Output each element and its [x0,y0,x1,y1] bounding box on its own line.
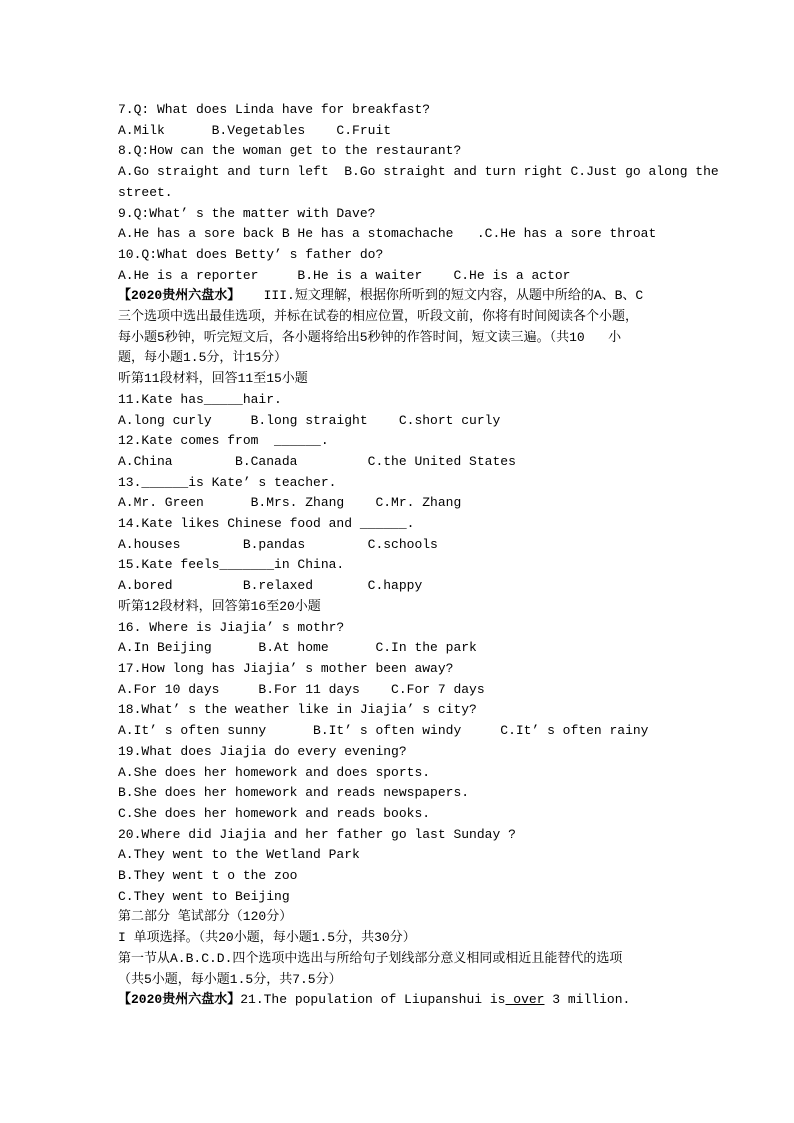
source-tag-bold: 【2020贵州六盘水】 [118,288,241,304]
text-line [118,907,732,928]
text-line [118,266,732,287]
text-line [118,887,732,908]
text-line [118,224,732,245]
text-line [118,245,732,266]
text-line [118,183,732,204]
text-line [118,204,732,225]
text-segment: 题，每小题1.5分，计15分） [118,350,288,366]
text-line [118,970,732,991]
text-line [118,638,732,659]
text-line [118,555,732,576]
text-segment: A.It’ s often sunny B.It’ s often windy C.It’ s often rainy [118,723,649,739]
text-segment: 每小题5秒钟，听完短文后，各小题将给出5秒钟的作答时间，短文读三遍。（共10 小 [118,329,622,345]
text-line [118,721,732,742]
text-line [118,949,732,970]
text-segment: 20.Where did Jiajia and her father go last Sunday ? [118,826,516,842]
text-segment: 10.Q:What does Betty’ s father do? [118,246,384,262]
text-segment: B.They went t o the zoo [118,868,298,884]
text-segment: 8.Q:How can the woman get to the restaurant? [118,143,462,159]
text-segment: 14.Kate likes Chinese food and ______. [118,516,415,532]
text-segment: III.短文理解，根据你所听到的短文内容，从题中所给的A、B、C [240,288,644,304]
text-segment: A.houses B.pandas C.schools [118,536,438,552]
text-segment: 13.______is Kate’ s teacher. [118,474,337,490]
text-line [118,742,732,763]
text-segment: A.bored B.relaxed C.happy [118,578,423,594]
text-line [118,369,732,390]
text-line [118,618,732,639]
source-tag-bold: 【2020贵州六盘水】 [118,992,241,1008]
text-line [118,390,732,411]
text-line [118,452,732,473]
text-segment: C.They went to Beijing [118,888,290,904]
text-line [118,866,732,887]
text-segment: 7.Q: What does Linda have for breakfast? [118,102,431,117]
text-line [118,535,732,556]
text-segment: A.In Beijing B.At home C.In the park [118,640,477,656]
text-line [118,121,732,142]
text-line [118,804,732,825]
text-line [118,493,732,514]
text-line [118,100,732,121]
text-line [118,576,732,597]
text-line [118,411,732,432]
text-segment: A.He is a reporter B.He is a waiter C.He is a actor [118,267,571,283]
text-segment: A.Milk B.Vegetables C.Fruit [118,122,392,138]
text-segment: 3 million. [544,992,631,1008]
text-line [118,431,732,452]
text-segment: 15.Kate feels_______in China. [118,557,345,573]
text-segment: （共5小题，每小题1.5分，共7.5分） [118,971,342,987]
underlined-text: over [505,992,545,1008]
text-segment: 21.The population of Liupanshui is [240,992,506,1008]
text-line [118,328,732,349]
text-segment: 19.What does Jiajia do every evening? [118,743,407,759]
text-segment: B.She does her homework and reads newspapers. [118,785,470,801]
text-segment: A.He has a sore back B He has a stomachache .C.He has a sore throat [118,226,657,242]
text-line [118,162,732,183]
text-segment: A.long curly B.long straight C.short curly [118,412,501,428]
text-segment: 三个选项中选出最佳选项，并标在试卷的相应位置，听段文前，你将有时间阅读各个小题， [118,309,639,325]
text-line [118,348,732,369]
text-line [118,659,732,680]
text-line [118,928,732,949]
text-segment: A.For 10 days B.For 11 days C.For 7 days [118,681,485,697]
document-content [118,100,732,1011]
text-segment: I 单项选择。（共20小题，每小题1.5分，共30分） [118,930,416,946]
text-segment: A.She does her homework and does sports. [118,764,431,780]
text-segment: A.China B.Canada C.the United States [118,453,516,469]
text-line [118,141,732,162]
text-segment: 听第12段材料，回答第16至20小题 [118,598,321,614]
text-segment: 16. Where is Jiajia’ s mothr? [118,619,345,635]
text-line [118,514,732,535]
text-line [118,783,732,804]
text-line [118,763,732,784]
text-segment: 9.Q:What’ s the matter with Dave? [118,205,376,221]
text-line [118,680,732,701]
text-segment: 第二部分 笔试部分（120分） [118,909,293,925]
text-segment: 17.How long has Jiajia’ s mother been away? [118,660,454,676]
text-line [118,286,732,307]
text-line [118,990,732,1011]
text-line [118,825,732,846]
text-segment: street. [118,184,173,200]
text-line [118,597,732,618]
text-segment: C.She does her homework and reads books. [118,805,431,821]
text-segment: 听第11段材料，回答11至15小题 [118,371,308,387]
text-segment: 第一节从A.B.C.D.四个选项中选出与所给句子划线部分意义相同或相近且能替代的选项 [118,950,623,966]
text-line [118,307,732,328]
text-segment: 11.Kate has_____hair. [118,391,282,407]
text-segment: 18.What’ s the weather like in Jiajia’ s city? [118,702,477,718]
text-segment: 12.Kate comes from ______. [118,433,329,449]
text-line [118,700,732,721]
text-line [118,845,732,866]
text-segment: A.Mr. Green B.Mrs. Zhang C.Mr. Zhang [118,495,462,511]
text-segment: A.Go straight and turn left B.Go straight and turn right C.Just go along the [118,164,719,180]
text-line [118,473,732,494]
text-segment: A.They went to the Wetland Park [118,847,360,863]
